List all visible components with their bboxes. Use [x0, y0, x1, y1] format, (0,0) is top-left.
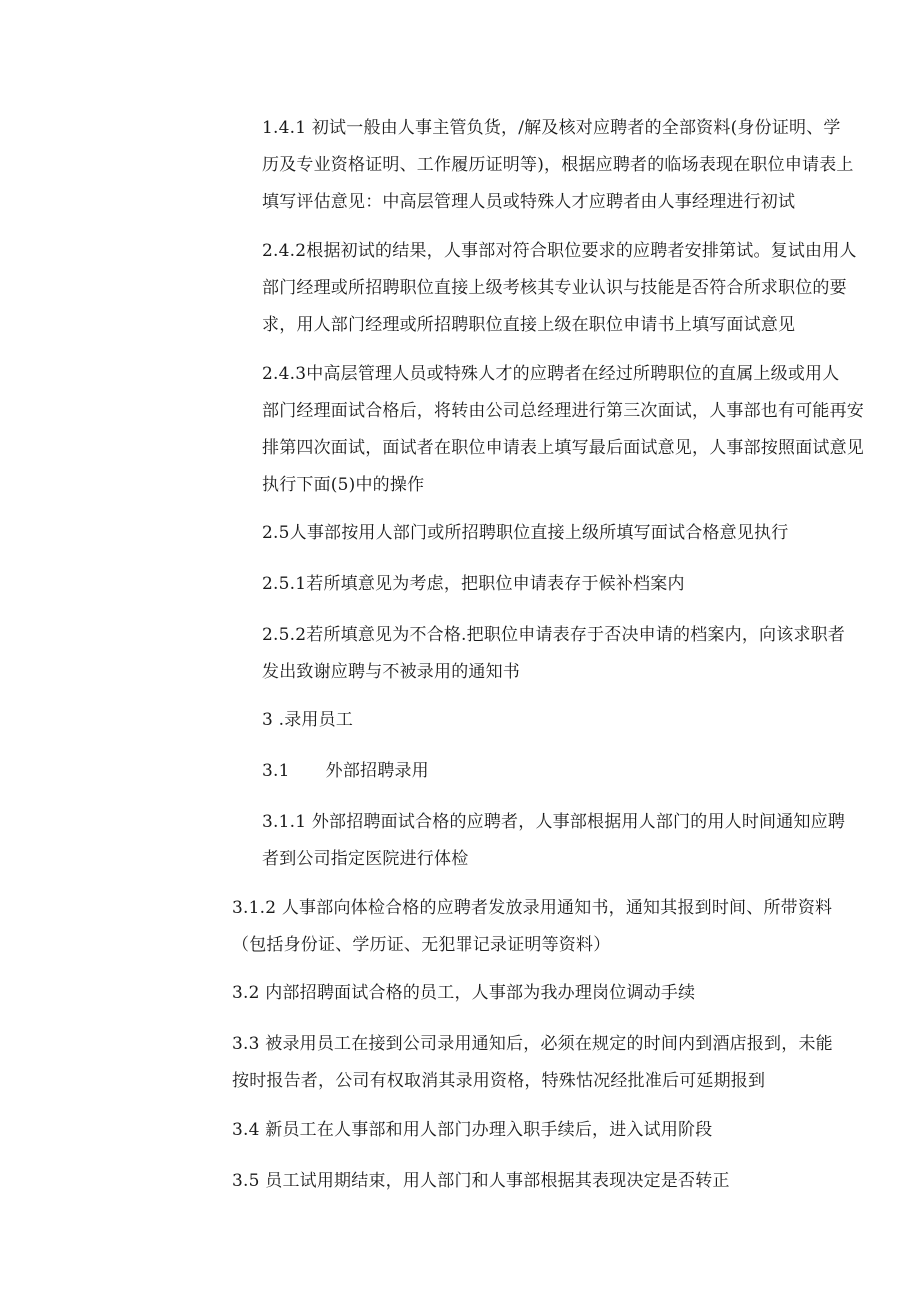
paragraph-2-4-3 — [262, 356, 864, 504]
paragraph-3-5 — [232, 1163, 730, 1200]
text-line: （包括身份证、学历证、无犯罪记录证明等资料） — [232, 935, 611, 955]
text-line: 求，用人部门经理或所招聘职位直接上级在职位申请书上填写面试意见 — [262, 315, 796, 335]
section-number: 3.1 — [262, 761, 290, 781]
paragraph-3-1-2 — [232, 890, 832, 964]
text-line: 1.4.1 初试一般由人事主管负货，/解及核对应聘者的全部资料(身份证明、学 — [262, 118, 841, 138]
text-line: 2.5.1若所填意见为考虑，把职位申请表存于候补档案内 — [262, 574, 685, 594]
text-line: 3.1.1 外部招聘面试合格的应聘者，人事部根据用人部门的用人时间通知应聘 — [262, 812, 846, 832]
text-line: 3.5 员工试用期结束，用人部门和人事部根据其表现决定是否转正 — [232, 1171, 730, 1191]
text-line: 3.4 新员工在人事部和用人部门办理入职手续后，进入试用阶段 — [232, 1120, 713, 1140]
text-line: 排第四次面试，面试者在职位申请表上填写最后面试意见，人事部按照面试意见 — [262, 438, 864, 458]
text-line: 2.5.2若所填意见为不合格.把职位申请表存于否决申请的档案内，向该求职者 — [262, 625, 846, 645]
text-line: 3.3 被录用员工在接到公司录用通知后，必须在规定的时间内到酒店报到，未能 — [232, 1034, 833, 1054]
text-line: 3.1.2 人事部向体检合格的应聘者发放录用通知书，通知其报到时间、所带资料 — [232, 898, 833, 918]
paragraph-2-4-2 — [262, 233, 857, 344]
paragraph-3-4 — [232, 1112, 712, 1149]
text-line: 2.4.3中高层管理人员或特殊人才的应聘者在经过所聘职位的直属上级或用人 — [262, 364, 840, 384]
text-line: 者到公司指定医院进行体检 — [262, 849, 469, 869]
text-line: 2.4.2根据初试的结果，人事部对符合职位要求的应聘者安排第试。复试由用人 — [262, 241, 857, 261]
section-heading-3 — [262, 702, 353, 739]
paragraph-3-1-1 — [262, 804, 845, 878]
paragraph-1-4-1 — [262, 110, 854, 221]
section-heading-3-1 — [262, 753, 429, 790]
text-line: 3 .录用员工 — [262, 710, 354, 730]
text-line: 部门经理面试合格后，将转由公司总经理进行第三次面试，人事部也有可能再安 — [262, 401, 864, 421]
text-line: 按时报告者，公司有权取消其录用资格，特殊怙况经批准后可延期报到 — [232, 1071, 766, 1091]
section-title: 外部招聘录用 — [325, 761, 429, 781]
text-line: 2.5人事部按用人部门或所招聘职位直接上级所填写面试合格意见执行 — [262, 523, 789, 543]
text-line: 部门经理或所招聘职位直接上级考核其专业认识与技能是否符合所求职位的要 — [262, 278, 847, 298]
paragraph-2-5-2 — [262, 617, 845, 691]
text-line: 发出致谢应聘与不被录用的通知书 — [262, 662, 520, 682]
text-line: 历及专业资格证明、工作履历证明等)，根据应聘者的临场表现在职位申请表上 — [262, 155, 854, 175]
text-line — [262, 753, 429, 790]
paragraph-2-5-1 — [262, 566, 685, 603]
text-line: 3.2 内部招聘面试合格的员工，人事部为我办理岗位调动手续 — [232, 983, 696, 1003]
paragraph-3-3 — [232, 1026, 833, 1100]
text-line: 执行下面(5)中的操作 — [262, 475, 425, 495]
text-line: 填写评估意见：中高层管理人员或特殊人才应聘者由人事经理进行初试 — [262, 192, 796, 212]
paragraph-3-2 — [232, 975, 695, 1012]
paragraph-2-5 — [262, 515, 788, 552]
